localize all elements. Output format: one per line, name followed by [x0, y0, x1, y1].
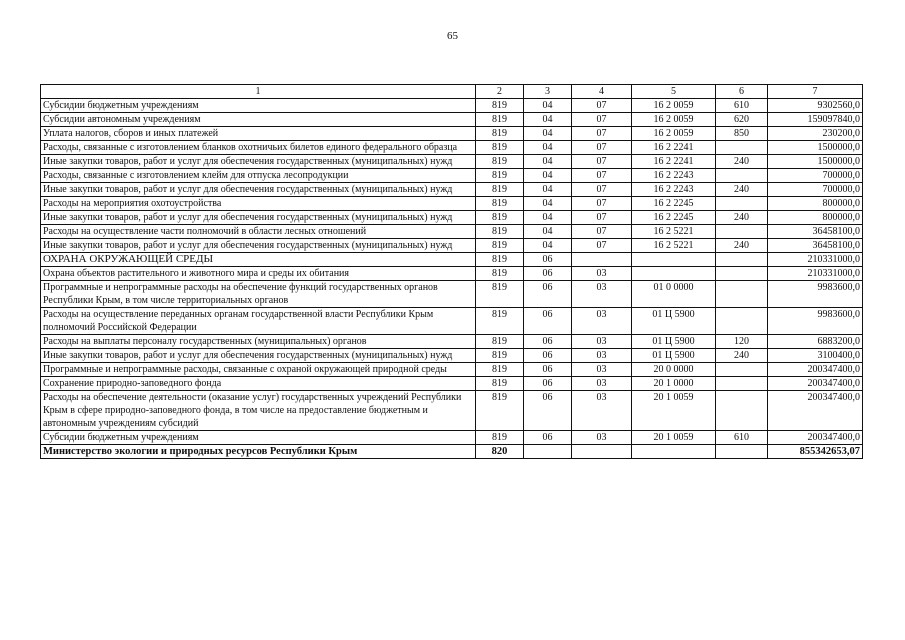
table-row — [41, 267, 863, 281]
section-code-cell: 06 — [524, 335, 572, 349]
section-code-cell: 04 — [524, 141, 572, 155]
amount-cell: 1500000,0 — [768, 141, 863, 155]
header-cell-4: 4 — [572, 85, 632, 99]
subsection-code-cell: 07 — [572, 141, 632, 155]
expense-type-cell — [716, 377, 768, 391]
header-cell-3: 3 — [524, 85, 572, 99]
item-name-cell: ОХРАНА ОКРУЖАЮЩЕЙ СРЕДЫ — [41, 253, 476, 267]
amount-cell: 855342653,07 — [768, 445, 863, 459]
expense-type-cell — [716, 141, 768, 155]
budget-table — [40, 84, 863, 459]
section-code-cell: 04 — [524, 211, 572, 225]
subsection-code-cell: 07 — [572, 239, 632, 253]
section-code-cell — [524, 445, 572, 459]
expense-type-cell: 240 — [716, 211, 768, 225]
subsection-code-cell: 03 — [572, 363, 632, 377]
subsection-code-cell: 07 — [572, 225, 632, 239]
item-name-cell: Охрана объектов растительного и животного мира и среды их обитания — [41, 267, 476, 281]
table-header-row — [41, 85, 863, 99]
subsection-code-cell: 07 — [572, 211, 632, 225]
item-name-cell: Программные и непрограммные расходы на обеспечение функций государственных органов Республики Крым, в том числе территориальных органов — [41, 281, 476, 308]
subsection-code-cell: 03 — [572, 349, 632, 363]
amount-cell: 159097840,0 — [768, 113, 863, 127]
expense-type-cell — [716, 267, 768, 281]
section-code-cell: 06 — [524, 281, 572, 308]
target-article-cell: 20 1 0059 — [632, 391, 716, 431]
target-article-cell: 16 2 0059 — [632, 127, 716, 141]
amount-cell: 200347400,0 — [768, 431, 863, 445]
expense-type-cell — [716, 225, 768, 239]
target-article-cell: 16 2 0059 — [632, 99, 716, 113]
subsection-code-cell: 07 — [572, 169, 632, 183]
section-code-cell: 04 — [524, 239, 572, 253]
ministry-code-cell: 819 — [476, 169, 524, 183]
amount-cell: 6883200,0 — [768, 335, 863, 349]
amount-cell: 700000,0 — [768, 183, 863, 197]
subsection-code-cell — [572, 445, 632, 459]
amount-cell: 230200,0 — [768, 127, 863, 141]
expense-type-cell: 610 — [716, 99, 768, 113]
ministry-code-cell: 819 — [476, 391, 524, 431]
ministry-code-cell: 819 — [476, 308, 524, 335]
target-article-cell: 16 2 2245 — [632, 197, 716, 211]
expense-type-cell — [716, 308, 768, 335]
table-body — [41, 85, 863, 459]
subsection-code-cell: 03 — [572, 391, 632, 431]
page-number: 65 — [447, 30, 458, 42]
ministry-code-cell: 819 — [476, 183, 524, 197]
header-cell-7: 7 — [768, 85, 863, 99]
amount-cell: 9983600,0 — [768, 308, 863, 335]
expense-type-cell: 610 — [716, 431, 768, 445]
subsection-code-cell: 03 — [572, 335, 632, 349]
section-code-cell: 06 — [524, 267, 572, 281]
section-code-cell: 04 — [524, 197, 572, 211]
ministry-code-cell: 819 — [476, 431, 524, 445]
expense-type-cell — [716, 197, 768, 211]
ministry-code-cell: 819 — [476, 335, 524, 349]
expense-type-cell — [716, 363, 768, 377]
target-article-cell: 16 2 2241 — [632, 141, 716, 155]
section-code-cell: 04 — [524, 155, 572, 169]
amount-cell: 200347400,0 — [768, 363, 863, 377]
item-name-cell: Субсидии автономным учреждениям — [41, 113, 476, 127]
amount-cell: 200347400,0 — [768, 391, 863, 431]
table-row — [41, 281, 863, 308]
item-name-cell: Иные закупки товаров, работ и услуг для обеспечения государственных (муниципальных) нужд — [41, 183, 476, 197]
item-name-cell: Расходы, связанные с изготовлением клейм для отпуска лесопродукции — [41, 169, 476, 183]
header-cell-2: 2 — [476, 85, 524, 99]
target-article-cell: 16 2 0059 — [632, 113, 716, 127]
item-name-cell: Иные закупки товаров, работ и услуг для обеспечения государственных (муниципальных) нужд — [41, 155, 476, 169]
item-name-cell: Программные и непрограммные расходы, связанные с охраной окружающей природной среды — [41, 363, 476, 377]
table-row — [41, 445, 863, 459]
ministry-code-cell: 819 — [476, 197, 524, 211]
table-row — [41, 141, 863, 155]
subsection-code-cell: 03 — [572, 308, 632, 335]
table-row — [41, 169, 863, 183]
table-row — [41, 308, 863, 335]
target-article-cell: 16 2 2243 — [632, 169, 716, 183]
section-code-cell: 04 — [524, 99, 572, 113]
subsection-code-cell: 03 — [572, 267, 632, 281]
ministry-code-cell: 819 — [476, 281, 524, 308]
ministry-code-cell: 819 — [476, 155, 524, 169]
table-row — [41, 127, 863, 141]
target-article-cell: 20 1 0000 — [632, 377, 716, 391]
expense-type-cell: 120 — [716, 335, 768, 349]
table-row — [41, 377, 863, 391]
item-name-cell: Иные закупки товаров, работ и услуг для обеспечения государственных (муниципальных) нужд — [41, 211, 476, 225]
amount-cell: 36458100,0 — [768, 239, 863, 253]
amount-cell: 3100400,0 — [768, 349, 863, 363]
table-row — [41, 349, 863, 363]
amount-cell: 1500000,0 — [768, 155, 863, 169]
table-row — [41, 253, 863, 267]
amount-cell: 210331000,0 — [768, 253, 863, 267]
target-article-cell — [632, 253, 716, 267]
item-name-cell: Иные закупки товаров, работ и услуг для обеспечения государственных (муниципальных) нужд — [41, 239, 476, 253]
subsection-code-cell: 03 — [572, 377, 632, 391]
item-name-cell: Сохранение природно-заповедного фонда — [41, 377, 476, 391]
table-row — [41, 183, 863, 197]
section-code-cell: 04 — [524, 127, 572, 141]
target-article-cell: 16 2 2241 — [632, 155, 716, 169]
section-code-cell: 06 — [524, 431, 572, 445]
table-row — [41, 113, 863, 127]
table-row — [41, 155, 863, 169]
section-code-cell: 06 — [524, 253, 572, 267]
target-article-cell: 20 0 0000 — [632, 363, 716, 377]
section-code-cell: 06 — [524, 349, 572, 363]
expense-type-cell: 240 — [716, 349, 768, 363]
ministry-code-cell: 819 — [476, 267, 524, 281]
target-article-cell: 16 2 5221 — [632, 239, 716, 253]
target-article-cell — [632, 267, 716, 281]
amount-cell: 200347400,0 — [768, 377, 863, 391]
target-article-cell: 16 2 2245 — [632, 211, 716, 225]
item-name-cell: Расходы на обеспечение деятельности (оказание услуг) государственных учреждений Республики Крым в сфере природно-заповедного фонда, в том числе на предоставление бюджетным и автономным учреждениям субсидий — [41, 391, 476, 431]
item-name-cell: Расходы на мероприятия охотоустройства — [41, 197, 476, 211]
ministry-code-cell: 819 — [476, 239, 524, 253]
item-name-cell: Уплата налогов, сборов и иных платежей — [41, 127, 476, 141]
ministry-code-cell: 819 — [476, 253, 524, 267]
ministry-code-cell: 819 — [476, 363, 524, 377]
item-name-cell: Расходы на выплаты персоналу государственных (муниципальных) органов — [41, 335, 476, 349]
header-cell-6: 6 — [716, 85, 768, 99]
amount-cell: 36458100,0 — [768, 225, 863, 239]
section-code-cell: 04 — [524, 225, 572, 239]
amount-cell: 800000,0 — [768, 211, 863, 225]
section-code-cell: 04 — [524, 113, 572, 127]
amount-cell: 800000,0 — [768, 197, 863, 211]
ministry-code-cell: 819 — [476, 225, 524, 239]
subsection-code-cell: 07 — [572, 155, 632, 169]
amount-cell: 700000,0 — [768, 169, 863, 183]
subsection-code-cell: 03 — [572, 281, 632, 308]
expense-type-cell — [716, 281, 768, 308]
subsection-code-cell: 07 — [572, 99, 632, 113]
expense-type-cell: 240 — [716, 239, 768, 253]
target-article-cell: 01 Ц 5900 — [632, 349, 716, 363]
table-row — [41, 99, 863, 113]
target-article-cell: 20 1 0059 — [632, 431, 716, 445]
item-name-cell: Иные закупки товаров, работ и услуг для обеспечения государственных (муниципальных) нужд — [41, 349, 476, 363]
table-row — [41, 197, 863, 211]
section-code-cell: 06 — [524, 363, 572, 377]
expense-type-cell — [716, 169, 768, 183]
table-row — [41, 239, 863, 253]
table-row — [41, 363, 863, 377]
subsection-code-cell — [572, 253, 632, 267]
ministry-code-cell: 820 — [476, 445, 524, 459]
header-cell-5: 5 — [632, 85, 716, 99]
subsection-code-cell: 03 — [572, 431, 632, 445]
section-code-cell: 04 — [524, 183, 572, 197]
header-cell-1: 1 — [41, 85, 476, 99]
amount-cell: 210331000,0 — [768, 267, 863, 281]
target-article-cell: 01 0 0000 — [632, 281, 716, 308]
table-row — [41, 431, 863, 445]
table-row — [41, 225, 863, 239]
section-code-cell: 06 — [524, 391, 572, 431]
ministry-code-cell: 819 — [476, 141, 524, 155]
table-row — [41, 391, 863, 431]
target-article-cell: 01 Ц 5900 — [632, 335, 716, 349]
amount-cell: 9302560,0 — [768, 99, 863, 113]
expense-type-cell: 620 — [716, 113, 768, 127]
subsection-code-cell: 07 — [572, 127, 632, 141]
target-article-cell: 16 2 5221 — [632, 225, 716, 239]
item-name-cell: Расходы на осуществление переданных органам государственной власти Республики Крым полномочий Российской Федерации — [41, 308, 476, 335]
item-name-cell: Субсидии бюджетным учреждениям — [41, 431, 476, 445]
amount-cell: 9983600,0 — [768, 281, 863, 308]
ministry-code-cell: 819 — [476, 211, 524, 225]
item-name-cell: Министерство экологии и природных ресурсов Республики Крым — [41, 445, 476, 459]
subsection-code-cell: 07 — [572, 197, 632, 211]
table-row — [41, 335, 863, 349]
expense-type-cell: 240 — [716, 183, 768, 197]
ministry-code-cell: 819 — [476, 99, 524, 113]
expense-type-cell — [716, 391, 768, 431]
section-code-cell: 06 — [524, 308, 572, 335]
expense-type-cell — [716, 445, 768, 459]
expense-type-cell: 240 — [716, 155, 768, 169]
table-row — [41, 211, 863, 225]
target-article-cell: 16 2 2243 — [632, 183, 716, 197]
ministry-code-cell: 819 — [476, 377, 524, 391]
subsection-code-cell: 07 — [572, 113, 632, 127]
item-name-cell: Расходы, связанные с изготовлением бланков охотничьих билетов единого федерального образца — [41, 141, 476, 155]
target-article-cell — [632, 445, 716, 459]
target-article-cell: 01 Ц 5900 — [632, 308, 716, 335]
ministry-code-cell: 819 — [476, 349, 524, 363]
ministry-code-cell: 819 — [476, 113, 524, 127]
expense-type-cell — [716, 253, 768, 267]
ministry-code-cell: 819 — [476, 127, 524, 141]
expense-type-cell: 850 — [716, 127, 768, 141]
section-code-cell: 06 — [524, 377, 572, 391]
item-name-cell: Субсидии бюджетным учреждениям — [41, 99, 476, 113]
section-code-cell: 04 — [524, 169, 572, 183]
subsection-code-cell: 07 — [572, 183, 632, 197]
item-name-cell: Расходы на осуществление части полномочий в области лесных отношений — [41, 225, 476, 239]
